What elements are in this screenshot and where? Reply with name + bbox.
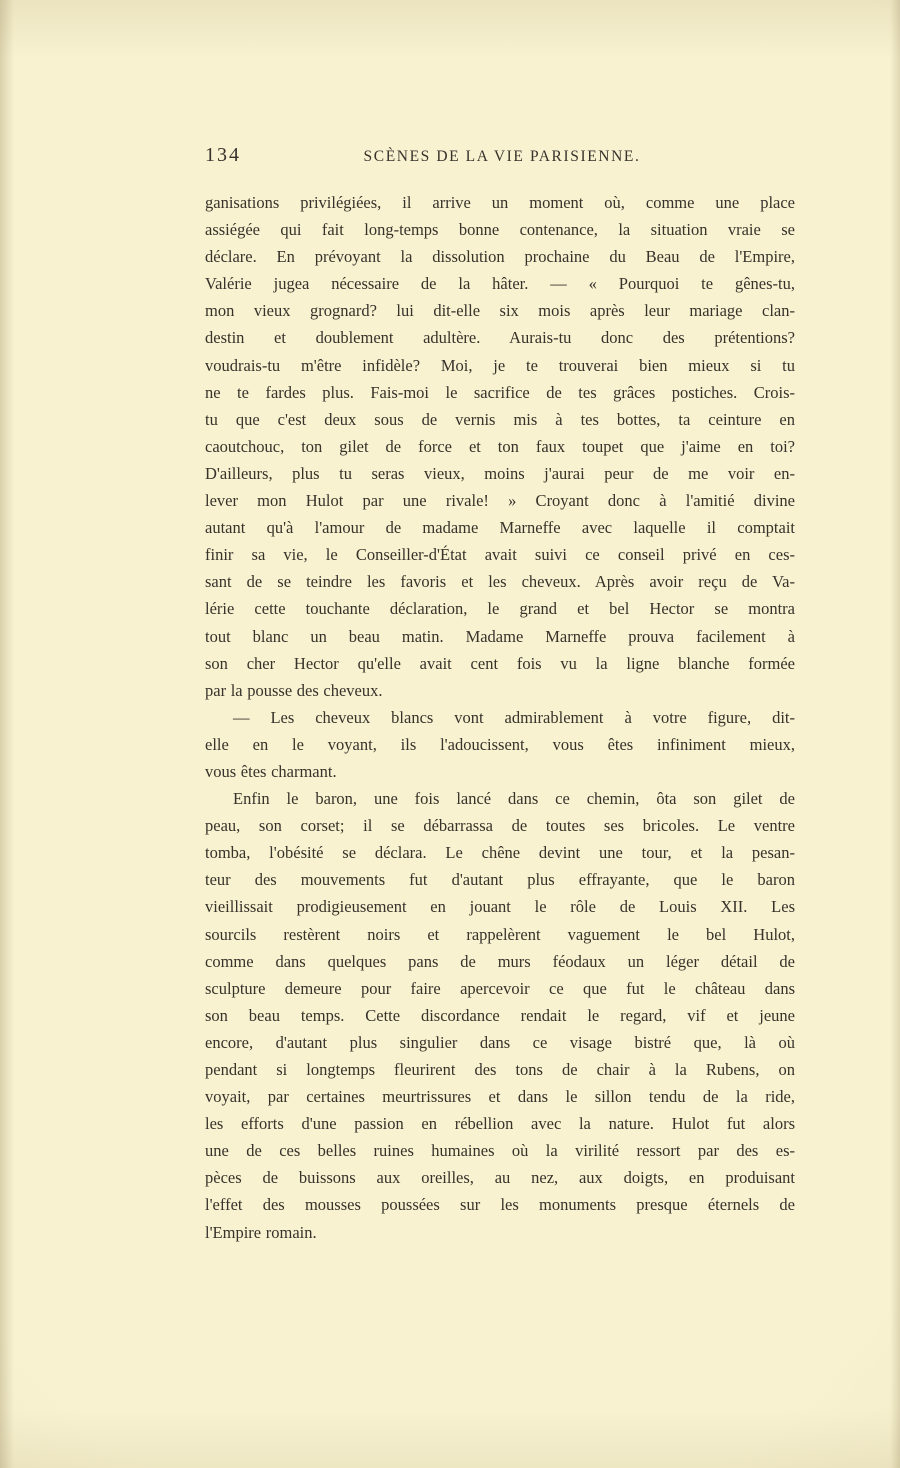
text-line: par la pousse des cheveux. <box>205 680 383 700</box>
text-line: encore, d'autant plus singulier dans ce visage bistré que, là où <box>205 1032 795 1052</box>
text-line: tomba, l'obésité se déclara. Le chêne devint une tour, et la pesan- <box>205 843 795 863</box>
page-header <box>205 144 795 167</box>
text-line: lever mon Hulot par une rivale! » Croyant donc à l'amitié divine <box>205 491 795 511</box>
text-line: voyait, par certaines meurtrissures et dans le sillon tendu de la ride, <box>205 1087 795 1107</box>
text-line: caoutchouc, ton gilet de force et ton faux toupet que j'aime en toi? <box>205 436 795 456</box>
page-number: 134 <box>205 144 241 166</box>
text-line: elle en le voyant, ils l'adoucissent, vous êtes infiniment mieux, <box>205 734 795 754</box>
text-line: sculpture demeure pour faire apercevoir ce que fut le château dans <box>205 978 795 998</box>
text-line: pendant si longtemps fleurirent des tons de chair à la Rubens, on <box>205 1060 795 1079</box>
text-line: une de ces belles ruines humaines où la virilité ressort par des es- <box>205 1141 795 1161</box>
text-line: pèces de buissons aux oreilles, au nez, aux doigts, en produisant <box>205 1168 795 1188</box>
text-line: mon vieux grognard? lui dit-elle six mois après leur mariage clan- <box>205 301 795 321</box>
text-line: destin et doublement adultère. Aurais-tu donc des prétentions? <box>205 328 795 348</box>
text-line: tout blanc un beau matin. Madame Marneffe prouva facilement à <box>205 626 795 646</box>
text-line: tu que c'est deux sous de vernis mis à tes bottes, ta ceinture en <box>205 409 795 429</box>
running-title: SCÈNES DE LA VIE PARISIENNE. <box>363 148 641 165</box>
text-line: l'effet des mousses poussées sur les monuments presque éternels de <box>205 1195 795 1215</box>
text-line: sant de se teindre les favoris et les cheveux. Après avoir reçu de Va- <box>205 572 795 592</box>
text-line: comme dans quelques pans de murs féodaux un léger détail de <box>205 951 795 971</box>
text-line: peau, son corset; il se débarrassa de toutes ses bricoles. Le ventre <box>205 816 795 836</box>
text-line: assiégée qui fait long-temps bonne contenance, la situation vraie se <box>205 220 795 240</box>
page-edge-shadow-left <box>0 0 14 1468</box>
text-line: — Les cheveux blancs vont admirablement à votre figure, dit- <box>233 707 795 727</box>
text-line: Valérie jugea nécessaire de la hâter. — « Pourquoi te gênes-tu, <box>205 274 795 294</box>
text-line: D'ailleurs, plus tu seras vieux, moins j'aurai peur de me voir en- <box>205 463 795 483</box>
text-line: vous êtes charmant. <box>205 761 337 781</box>
body-text <box>205 189 795 1246</box>
text-line: ne te fardes plus. Fais-moi le sacrifice de tes grâces postiches. Crois- <box>205 382 795 402</box>
text-line: sourcils restèrent noirs et rappelèrent vaguement le bel Hulot, <box>205 924 795 944</box>
page-edge-shadow-right <box>890 0 900 1468</box>
text-line: autant qu'à l'amour de madame Marneffe avec laquelle il comptait <box>205 518 795 538</box>
text-line: finir sa vie, le Conseiller-d'État avait suivi ce conseil privé en ces- <box>205 545 795 565</box>
text-line: ganisations privilégiées, il arrive un moment où, comme une place <box>205 193 795 212</box>
text-line: teur des mouvements fut d'autant plus effrayante, que le baron <box>205 870 795 890</box>
text-line: vieillissait prodigieusement en jouant le rôle de Louis XII. Les <box>205 897 795 917</box>
text-line: son cher Hector qu'elle avait cent fois vu la ligne blanche formée <box>205 653 795 673</box>
text-line: l'Empire romain. <box>205 1222 317 1242</box>
text-line: Enfin le baron, une fois lancé dans ce chemin, ôta son gilet de <box>233 789 795 809</box>
text-line: les efforts d'une passion en rébellion avec la nature. Hulot fut alors <box>205 1114 795 1134</box>
text-line: lérie cette touchante déclaration, le grand et bel Hector se montra <box>205 599 795 619</box>
text-line: son beau temps. Cette discordance rendait le regard, vif et jeune <box>205 1005 795 1025</box>
text-line: déclare. En prévoyant la dissolution prochaine du Beau de l'Empire, <box>205 247 795 267</box>
text-line: voudrais-tu m'être infidèle? Moi, je te trouverai bien mieux si tu <box>205 355 795 375</box>
